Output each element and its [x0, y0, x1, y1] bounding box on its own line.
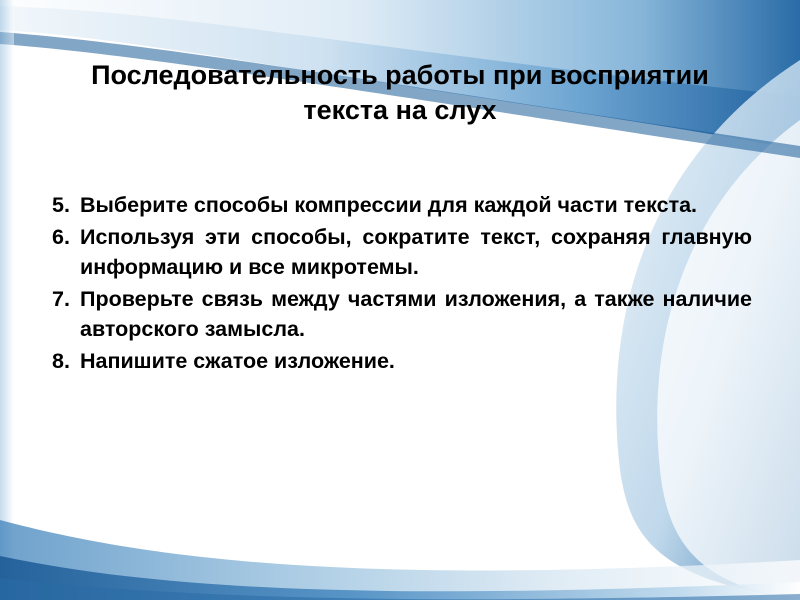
content-list	[52, 190, 752, 377]
list-item-number: 8.	[52, 348, 70, 373]
list-item-number: 7.	[52, 286, 70, 311]
list-item-text: Напишите сжатое изложение.	[80, 348, 395, 373]
list-item	[52, 190, 752, 221]
list-item-text: Используя эти способы, сократите текст, сохраняя главную информацию и все микротемы.	[80, 224, 752, 280]
list-item-number: 6.	[52, 224, 70, 249]
slide-title: Последовательность работы при восприятии текста на слух	[91, 60, 709, 125]
list-item-text: Выберите способы компрессии для каждой части текста.	[80, 193, 698, 217]
list-item-text: Проверьте связь между частями изложения, а также наличие авторского замысла.	[80, 286, 752, 342]
list-item	[52, 222, 752, 283]
list-item	[52, 346, 752, 377]
list-item-number: 5.	[52, 193, 70, 217]
list-item	[52, 284, 752, 345]
